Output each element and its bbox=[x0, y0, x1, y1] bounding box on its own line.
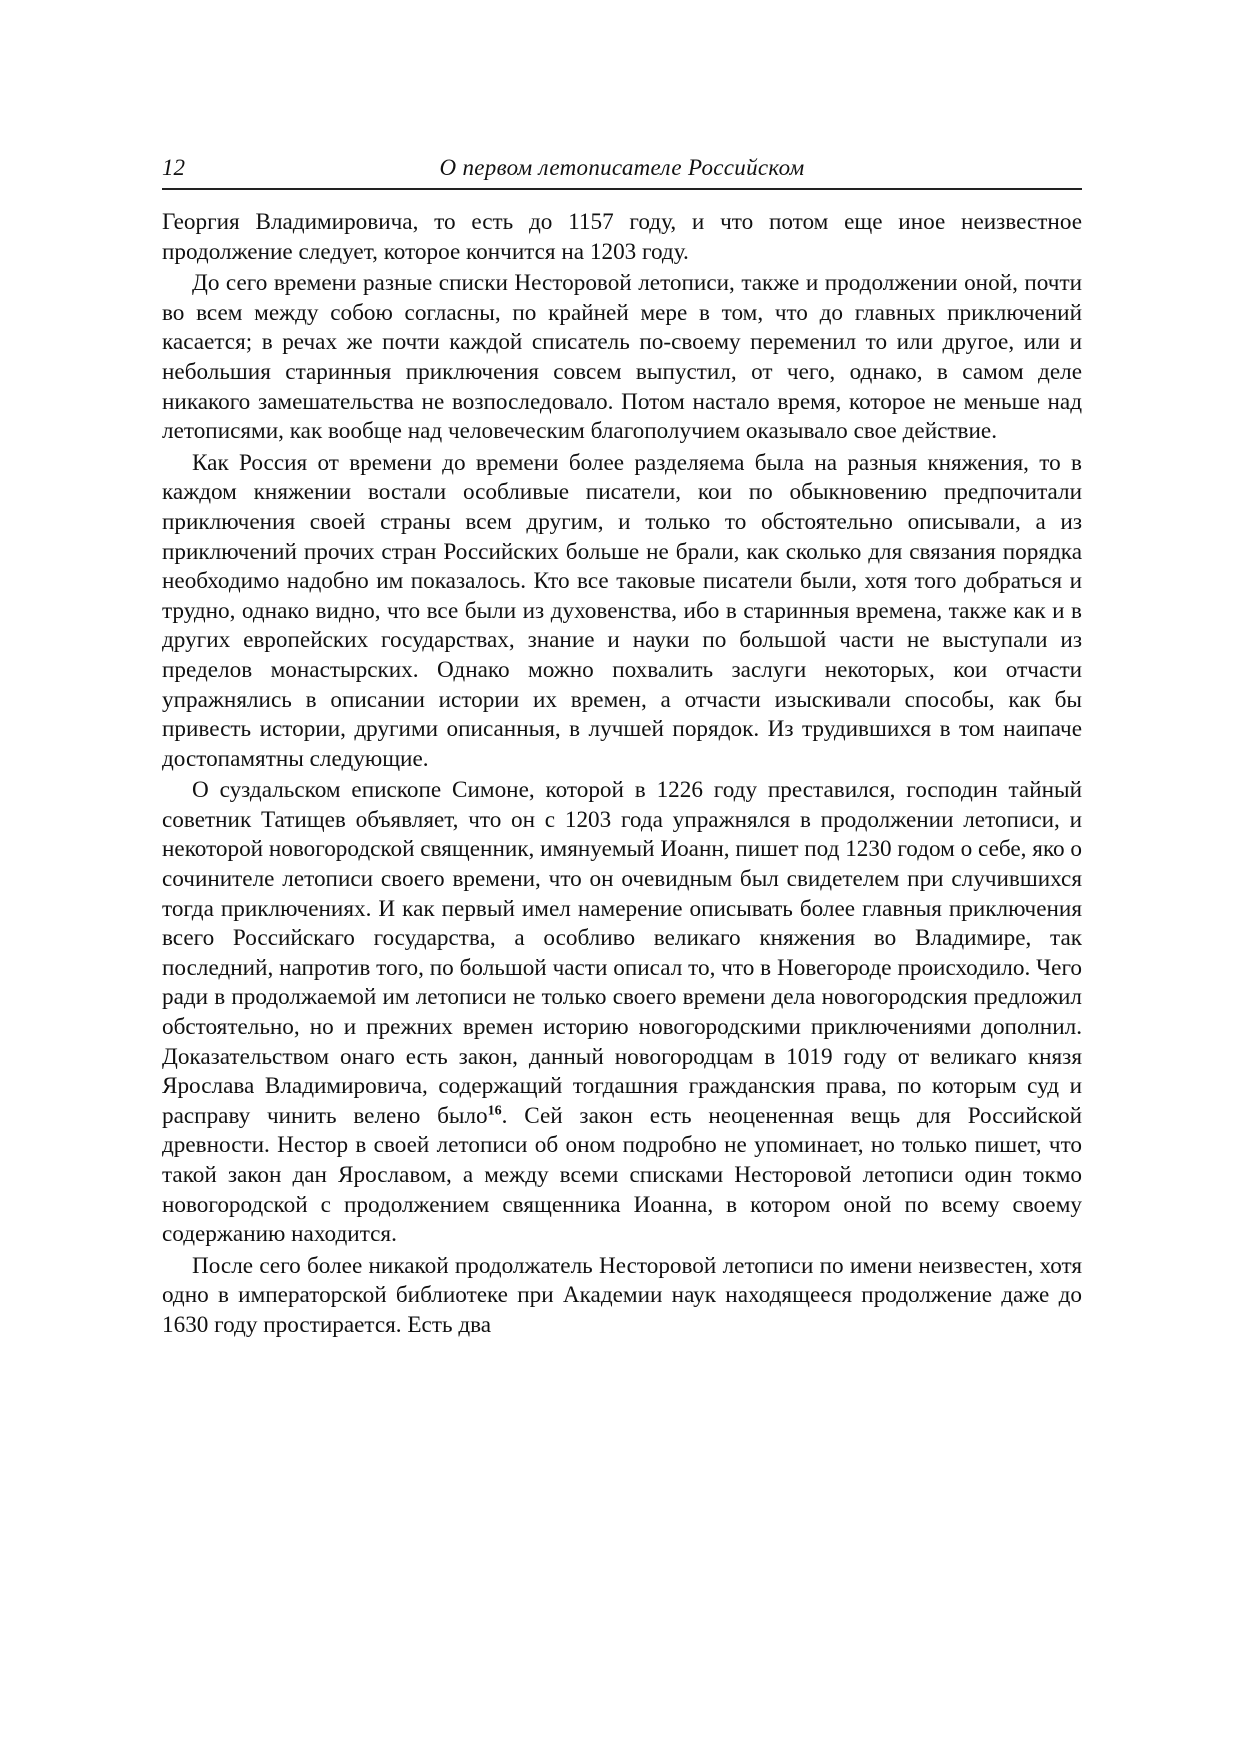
footnote-reference[interactable]: 16 bbox=[487, 1103, 502, 1119]
paragraph-principalities-writers: Как Россия от времени до времени более разделяема была на разныя княжения, то в каждом княжении востали особливые писатели, кои по обыкновению предпочитали приключения своей страны всем другим, и только то обстоятельно описывали, а из приключений прочих стран Российских больше не брали, как сколько для связания порядка необходимо надобно им показалось. Кто все таковые писатели были, хотя того добраться и трудно, однако видно, что все были из духовенства, ибо в старинныя времена, также как и в других европейских государствах, знание и науки по большой части не выступали из пределов монастырских. Однако можно похвалить заслуги некоторых, кои отчасти упражнялись в описании истории их времен, а отчасти изыскивали способы, как бы привесть истории, другими описанныя, в лучшей порядок. Из трудившихся в том наипаче достопамятны следующие. bbox=[162, 449, 1082, 772]
running-title: О первом летописателе Российском bbox=[439, 155, 805, 180]
page-number: 12 bbox=[162, 155, 185, 180]
paragraph-text-after-note: . Сей закон есть неоцененная вещь для Российской древности. Нестор в своей летописи об оном подробно не упоминает, но только пишет, что такой закон дан Ярославом, а между всеми списками Несторовой летописи один токмо новогородской с продолжением священника Иоанна, в котором оной по всему своему содержанию находится. bbox=[162, 1102, 1082, 1248]
paragraph-nestor-copies: До сего времени разные списки Несторовой летописи, также и продолжении оной, почти во всем между собою согласны, по крайней мере в том, что до главных приключений касается; в речах же почти каждой списатель по-своему переменил то или другое, или и небольшия старинныя приключения совсем выпустил, от чего, однако, в самом деле никакого замешательства не возпоследовало. Потом настало время, которое не меньше над летописями, как вообще над человеческим благополучием оказывало свое действие. bbox=[162, 270, 1082, 445]
book-page bbox=[162, 150, 1082, 1341]
paragraph-simon-ioann bbox=[162, 776, 1082, 1250]
running-header bbox=[162, 150, 1082, 186]
paragraph-continuation: Георгия Владимировича, то есть до 1157 году, и что потом еще иное неизвестное продолжение следует, которое кончится на 1203 году. bbox=[162, 209, 1082, 265]
paragraph-text-before-note: О суздальском епископе Симоне, которой в 1226 году преставился, господин тайный советник Татищев объявляет, что он с 1203 года упражнялся в продолжении летописи, и некоторой новогородской священник, имянуемый Иоанн, пишет под 1230 годом о себе, яко о сочинителе летописи своего времени, что он очевидным был свидетелем при случившихся тогда приключениях. И как первый имел намерение описывать более главныя приключения всего Российскаго государства, а особливо великаго княжения во Владимире, так последний, напротив того, по большой части описал то, что в Новегороде происходило. Чего ради в продолжаемой им летописи не только своего времени дела новогородския предложил обстоятельно, но и прежних времен историю новогородскими приключениями дополнил. Доказательством онаго есть закон, данный новогородцам в 1019 году от великаго князя Ярослава Владимировича, содержащий тогдашния гражданския права, по которым суд и расправу чинить велено было bbox=[162, 777, 1083, 1129]
body-text bbox=[162, 208, 1082, 1341]
header-rule bbox=[162, 188, 1082, 190]
paragraph-later-continuations: После сего более никакой продолжатель Несторовой летописи по имени неизвестен, хотя одно в императорской библиотеке при Академии наук находящееся продолжение даже до 1630 году простирается. Есть два bbox=[162, 1252, 1082, 1338]
